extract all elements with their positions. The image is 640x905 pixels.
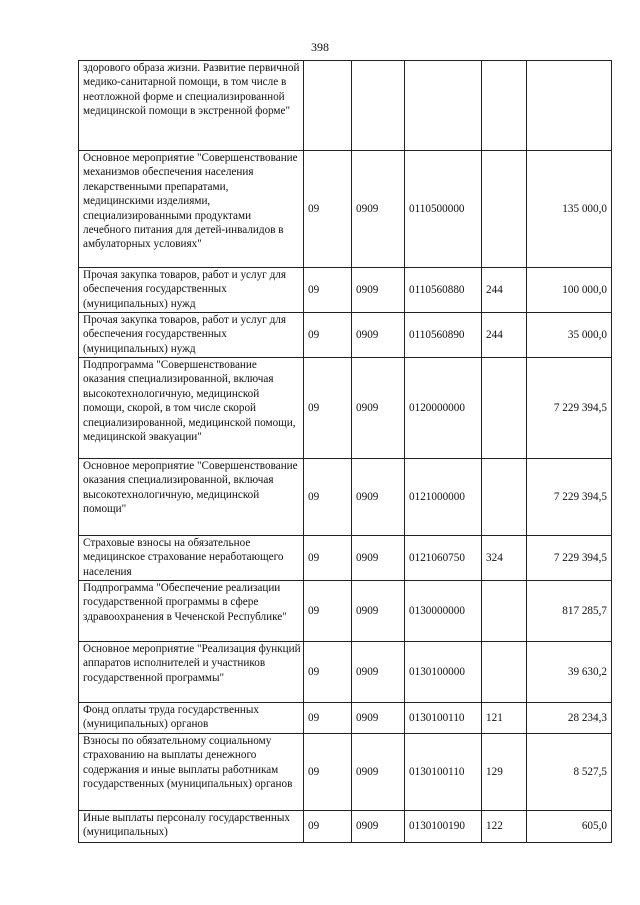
row-amount: 8 527,5 [527, 734, 612, 811]
row-expense-type [482, 642, 527, 703]
table-row [79, 581, 612, 642]
row-expense-type: 324 [482, 536, 527, 581]
row-name: Подпрограмма "Совершенствование оказания специализированной, включая высокотехнологичную, медицинской помощи, скорой, в том числе скорой специализированной, медицинской помощи, медицинской эвакуации" [79, 358, 304, 459]
row-target-article [405, 61, 482, 151]
row-section: 09 [304, 358, 352, 459]
row-section: 09 [304, 459, 352, 536]
row-section: 09 [304, 703, 352, 734]
row-subsection: 0909 [352, 151, 405, 268]
row-subsection: 0909 [352, 358, 405, 459]
row-target-article: 0110560880 [405, 268, 482, 313]
row-section: 09 [304, 151, 352, 268]
row-expense-type [482, 581, 527, 642]
page-number: 398 [311, 40, 329, 54]
row-name: Подпрограмма "Обеспечение реализации государственной программы в сфере здравоохранения в Чеченской Республике" [79, 581, 304, 642]
row-amount [527, 61, 612, 151]
row-amount: 135 000,0 [527, 151, 612, 268]
row-name: Основное мероприятие "Совершенствование механизмов обеспечения населения лекарственными препаратами, медицинскими изделиями, специализированными продуктами лечебного питания для детей-инвалидов в амбулаторных условиях" [79, 151, 304, 268]
row-amount: 7 229 394,5 [527, 536, 612, 581]
row-target-article: 0130100110 [405, 703, 482, 734]
row-expense-type [482, 151, 527, 268]
row-subsection: 0909 [352, 268, 405, 313]
table-row [79, 268, 612, 313]
row-expense-type [482, 61, 527, 151]
row-expense-type: 244 [482, 268, 527, 313]
row-amount: 100 000,0 [527, 268, 612, 313]
table-row [79, 811, 612, 843]
row-amount: 35 000,0 [527, 313, 612, 358]
row-target-article: 0110500000 [405, 151, 482, 268]
row-name: Страховые взносы на обязательное медицинское страхование неработающего населения [79, 536, 304, 581]
row-subsection: 0909 [352, 459, 405, 536]
row-subsection: 0909 [352, 536, 405, 581]
row-name: Взносы по обязательному социальному страхованию на выплаты денежного содержания и иные выплаты работникам государственных (муниципальных) органов [79, 734, 304, 811]
row-section: 09 [304, 268, 352, 313]
table-row [79, 703, 612, 734]
row-expense-type [482, 358, 527, 459]
row-section: 09 [304, 313, 352, 358]
row-amount: 817 285,7 [527, 581, 612, 642]
row-name: Основное мероприятие "Реализация функций аппаратов исполнителей и участников государственной программы" [79, 642, 304, 703]
row-name: Основное мероприятие "Совершенствование оказания специализированной, включая высокотехнологичную, медицинской помощи" [79, 459, 304, 536]
row-expense-type [482, 459, 527, 536]
row-amount: 39 630,2 [527, 642, 612, 703]
table-row [79, 61, 612, 151]
row-target-article: 0130100190 [405, 811, 482, 843]
row-target-article: 0130100000 [405, 642, 482, 703]
row-expense-type: 121 [482, 703, 527, 734]
row-subsection: 0909 [352, 734, 405, 811]
table-row [79, 536, 612, 581]
row-name: Прочая закупка товаров, работ и услуг для обеспечения государственных (муниципальных) нужд [79, 268, 304, 313]
row-subsection [352, 61, 405, 151]
row-name: Прочая закупка товаров, работ и услуг для обеспечения государственных (муниципальных) нужд [79, 313, 304, 358]
row-expense-type: 122 [482, 811, 527, 843]
row-target-article: 0120000000 [405, 358, 482, 459]
table-row [79, 734, 612, 811]
table-row [79, 358, 612, 459]
row-amount: 7 229 394,5 [527, 358, 612, 459]
row-amount: 28 234,3 [527, 703, 612, 734]
row-section: 09 [304, 734, 352, 811]
row-subsection: 0909 [352, 703, 405, 734]
row-expense-type: 129 [482, 734, 527, 811]
row-name: здорового образа жизни. Развитие первичной медико-санитарной помощи, в том числе в неотложной форме и специализированной медицинской помощи в экстренной форме" [79, 61, 304, 151]
row-section [304, 61, 352, 151]
row-section: 09 [304, 536, 352, 581]
row-section: 09 [304, 642, 352, 703]
row-subsection: 0909 [352, 811, 405, 843]
row-target-article: 0130000000 [405, 581, 482, 642]
row-target-article: 0110560890 [405, 313, 482, 358]
row-target-article: 0121060750 [405, 536, 482, 581]
table-row [79, 642, 612, 703]
row-name: Фонд оплаты труда государственных (муниципальных) органов [79, 703, 304, 734]
budget-table [78, 60, 612, 843]
row-subsection: 0909 [352, 313, 405, 358]
row-expense-type: 244 [482, 313, 527, 358]
row-amount: 7 229 394,5 [527, 459, 612, 536]
row-section: 09 [304, 581, 352, 642]
table-row [79, 459, 612, 536]
row-target-article: 0121000000 [405, 459, 482, 536]
row-section: 09 [304, 811, 352, 843]
row-amount: 605,0 [527, 811, 612, 843]
row-subsection: 0909 [352, 581, 405, 642]
table-row [79, 313, 612, 358]
row-subsection: 0909 [352, 642, 405, 703]
row-target-article: 0130100110 [405, 734, 482, 811]
row-name: Иные выплаты персоналу государственных (муниципальных) [79, 811, 304, 843]
table-row [79, 151, 612, 268]
